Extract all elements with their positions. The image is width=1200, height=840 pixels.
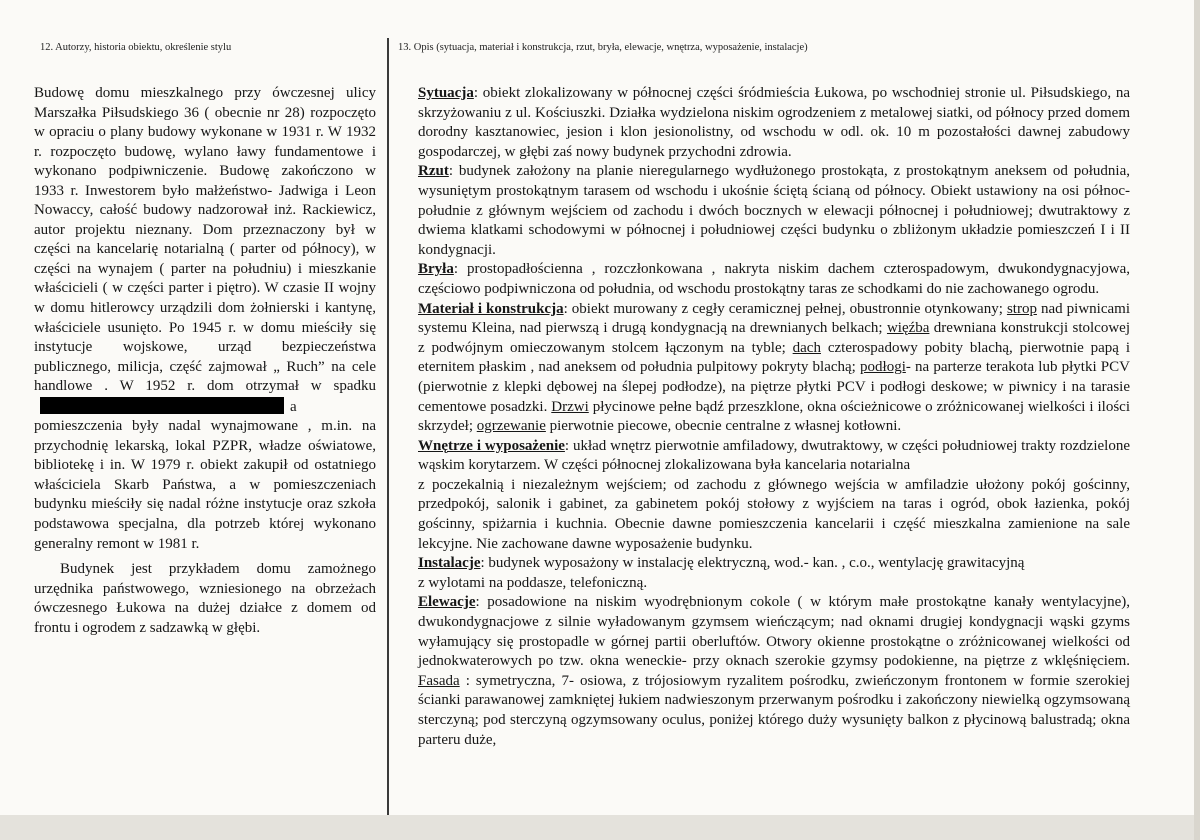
material-text-7: pierwotnie piecowe, obecnie centralne z własnej kotłowni. (545, 418, 902, 435)
wnetrze-text-1: : układ wnętrz pierwotnie amfiladowy, dwutraktowy, w części południowej trakty rozdzielone wąskim korytarzem. W części północnej zlokalizowana była kancelaria notarialna (418, 437, 1130, 474)
dach-term: dach (792, 339, 821, 356)
sytuacja-heading: Sytuacja (418, 85, 474, 101)
ogrzewanie-term: ogrzewanie (476, 418, 546, 435)
left-column-header: 12. Autorzy, historia obiektu, określenie stylu (40, 42, 232, 53)
redaction-bar (40, 397, 284, 414)
material-text-4: czterospadowy pobity blachą, pierwotnie papą i eternitem płaskim , nad aneksem od południa pulpitowy pokryty blachą; (418, 339, 1130, 376)
material-text-5: - na parterze terakota lub płytki PCV (pierwotnie z klepki dębowej na ślepej podłodze), na piętrze płytki PCV i podłogi deskowe; w piwnicy i na tarasie cementowe posadzki. (418, 359, 1130, 415)
elewacje-heading: Elewacje (418, 594, 476, 611)
instalacje-heading: Instalacje (418, 555, 481, 572)
bryla-heading: Bryła (418, 261, 454, 278)
column-divider (387, 38, 389, 820)
podlogi-term: podłogi (860, 359, 906, 376)
history-text-part-1: Budowę domu mieszkalnego przy ówczesnej ulicy Marszałka Piłsudskiego 36 ( obecnie nr 28) rozpoczęto w opraciu o plany budowy wykonane w 1931 r. W 1932 r. rozpoczęto budowę, wylano ławy fundamentowe i wykonano podpiwniczenie. Budowę zakończono w 1933 r. Inwestorem było małżeństwo- Jadwiga i Leon Nowaccy, całość budowy nadzorował inż. Rackiewicz, autor projektu nieznany. Dom przeznaczony był w części na kancelarię notarialną ( parter od północy), w części na wynajem ( parter na południu) i mieszkanie właścicieli ( w części parter i piętro). W czasie II wojny w domu hitlerowcy urządzili dom żołnierski i kantynę, właściciele usunięto. Po 1945 r. w domu mieściły się instytucje wojskowe, urząd bezpieczeństwa publicznego, milicja, część zajmował „ Ruch” na cele handlowe . W 1952 r. dom otrzymał w spadku (34, 85, 376, 395)
description-column (418, 84, 1130, 750)
wnetrze-heading: Wnętrze i wyposażenie (418, 437, 565, 454)
section-material (418, 300, 1130, 437)
strop-term: strop (1006, 300, 1037, 317)
material-text-3: drewniana konstrukcji stolcowej z podwójnym omieczowanym stolcem łączonym na tyble; (418, 320, 1130, 356)
rzut-text: : budynek założony na planie nieregularnego wydłużonego prostokąta, z prostokątnym aneksem od południa, wysuniętym prostokątnym tarasem od wschodu i ukośnie ściętą ścianą od północy. Obiekt ustawiony na osi północ- południe z głównym wejściem od zachodu i dwóch bocznych w elewacji północnej i południowej; dwutraktowy z dwiema klatkami schodowymi w północnej i południowej części budynku o zbliżonym układzie pomieszczeń I i II kondygnacji. (418, 163, 1130, 258)
section-sytuacja (418, 84, 1130, 162)
history-column (34, 84, 376, 638)
fasada-text: : symetryczna, 7- osiowa, z trójosiowym ryzalitem pośrodku, zwieńczonym frontonem w formie szerokiej ścianki parawanowej zamkniętej łukiem nadwieszonym przerwanym pośrodku i zakończony niewielką ogzymsowaną sterczyną; pod sterczyną ogzymsowany oculus, poniżej którego duży wysunięty balkon z płycinową balustradą; okna parteru duże, (418, 672, 1130, 748)
instalacje-text-1: : budynek wyposażony w instalację elektryczną, wod.- kan. , c.o., wentylację grawitacyjną (480, 555, 1025, 572)
history-paragraph-1 (34, 84, 376, 554)
history-text-part-2: a pomieszczenia były nadal wynajmowane , m.in. na przychodnię lekarską, lokal PZPR, władze oświatowe, bibliotekę i in. W 1979 r. obiekt zakupił od ostatniego właściciela Skarb Państwa, a w pomieszczeniach budynku mieściły się nadal różne instytucje oraz szkoła podstawowa specjalna, dla potrzeb której wykonano generalny remont w 1981 r. (34, 398, 376, 552)
section-rzut (418, 162, 1130, 260)
drzwi-term: Drzwi (551, 398, 589, 415)
section-wnetrze (418, 437, 1130, 476)
section-instalacje (418, 554, 1130, 574)
bryla-text: : prostopadłościenna , rozczłonkowana , nakryta niskim dachem czterospadowym, dwukondygnacyjowa, częściowo podpiwniczona od południa, od wschodu prostokątny taras ze schodkami do nie zachowanego ogrodu. (418, 261, 1130, 297)
instalacje-continuation: z wylotami na poddasze, telefoniczną. (418, 574, 648, 591)
wnetrze-continuation: z poczekalnią i niezależnym wejściem; od zachodu z głównego wejścia w amfiladzie ułożony pokój gościnny, przedpokój, salonik i gabinet, za gabinetem pokój stołowy z wyjściem na taras i ogród, obok łazienka, pokój gościnny, spiżarnia i kuchnia. Obecnie dawne pomieszczenia kancelarii i część mieszkalna zamienione na sale lekcyjne. Nie zachowane dawne wyposażenie budynku. (418, 476, 1130, 552)
wiezba-term: więźba (886, 320, 930, 337)
history-paragraph-2: Budynek jest przykładem domu zamożnego urzędnika państwowego, wzniesionego na obrzeżach ówczesnego Łukowa na dużej działce z domem od frontu i ogrodem z sadzawką w głębi. (34, 561, 376, 636)
right-column-header: 13. Opis (sytuacja, materiał i konstrukcja, rzut, bryła, elewacje, wnętrza, wyposażenie, instalacje) (398, 42, 808, 53)
material-heading: Materiał i konstrukcja (418, 300, 564, 317)
page-bottom-edge (0, 815, 1194, 840)
fasada-term: Fasada (418, 672, 460, 689)
material-text-1: : obiekt murowany z cegły ceramicznej pełnej, obustronnie otynkowany; (563, 300, 1007, 317)
section-elewacje (418, 593, 1130, 750)
material-text-2: nad piwnicami systemu Kleina, nad pierwszą i drugą kondygnacją na drewnianych belkach; (418, 300, 1131, 337)
section-bryla (418, 260, 1130, 299)
sytuacja-text: : obiekt zlokalizowany w północnej części śródmieścia Łukowa, po wschodniej stronie ul. Piłsudskiego, na skrzyżowaniu z ul. Kościuszki. Działka wydzielona niskim ogrodzeniem z metalowej siatki, od północy przed domem dorodny kasztanowiec, jesion i klon jesionolistny, od wschodu w odl. ok. 10 m pozostałości dawnej zabudowy gospodarczej, w głębi zaś nowy budynek przychodni zdrowia. (418, 85, 1130, 160)
rzut-heading: Rzut (418, 163, 449, 180)
elewacje-text: : posadowione na niskim wyodrębnionym cokole ( w którym małe prostokątne kanały wentylacyjne), dwukondygnacjowe z silnie wyładowanym gzymsem wieńczącym; nad oknami drugiej kondygnacji wąski gzyms wyłamujący się prostopadle w górnej partii oberluftów. Otwory okienne prostokątne o zróżnicowanej wielkości od jednokwaterowych po tzw. okna weneckie- przy oknach szerokie gzymsy podokienne, na piętrze z wklęśnięciem. (418, 594, 1130, 670)
material-text-6: płycinowe pełne bądź przeszklone, okna ościeżnicowe o zróżnicowanej wielkości i ilości skrzydeł; (418, 398, 1130, 435)
